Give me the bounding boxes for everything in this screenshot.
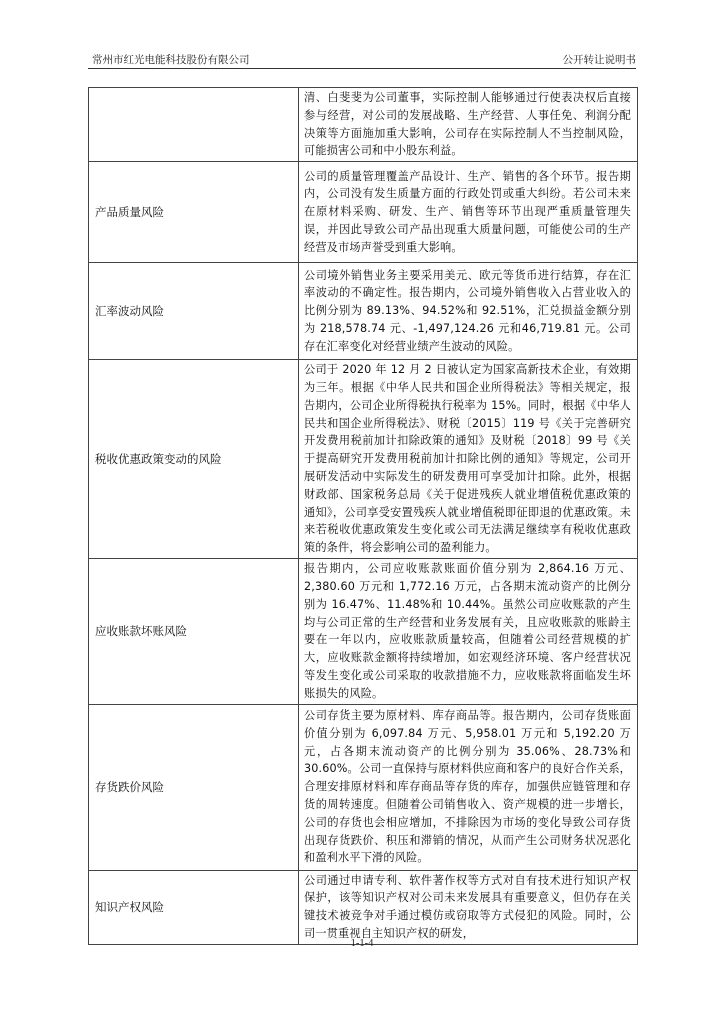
risk-description: 报告期内，公司应收账款账面价值分别为 2,864.16 万元、2,380.60 万元和 1,772.16 万元，占各期末流动资产的比例分别为 16.47%、11.48%和 10.44%。虽然公司应收账款的产生均与公司正常的生产经营和业务发展有关，且应收账款的账龄主要在一年以内，应收账款质量较高，但随着公司经营规模的扩大，应收账款金额将持续增加，如宏观经济环境、客户经营状况等发生变化或公司采取的收款措施不力，应收账款将面临发生坏账损失的风险。 — [299, 559, 638, 704]
page-number: 1-1-4 — [350, 938, 374, 949]
risk-description: 公司境外销售业务主要采用美元、欧元等货币进行结算，存在汇率波动的不确定性。报告期内，公司境外销售收入占营业收入的比例分别为 89.13%、94.52%和 92.51%，汇兑损益金额分别为 218,578.74 元、-1,497,124.26 元和46,719.81 元。公司存在汇率变化对经营业绩产生波动的风险。 — [299, 263, 638, 360]
risk-name: 存货跌价风险 — [89, 704, 299, 870]
table-row — [89, 870, 638, 944]
header-document-type: 公开转让说明书 — [562, 54, 636, 66]
risk-name: 应收账款坏账风险 — [89, 559, 299, 704]
risk-name: 汇率波动风险 — [89, 263, 299, 360]
header-rule — [88, 68, 636, 69]
risk-description: 清、白斐斐为公司董事，实际控制人能够通过行使表决权后直接参与经营，对公司的发展战略、生产经营、人事任免、利润分配决策等方面施加重大影响，公司存在实际控制人不当控制风险，可能损害公司和中小股东利益。 — [299, 88, 638, 162]
risk-name: 税收优惠政策变动的风险 — [89, 360, 299, 559]
risk-description: 公司通过申请专利、软件著作权等方式对自有技术进行知识产权保护，该等知识产权对公司未来发展具有重要意义，但仍存在关键技术被竞争对手通过模仿或窃取等方式侵犯的风险。同时，公司一贯重视自主知识产权的研发， — [299, 870, 638, 944]
page-header — [88, 50, 636, 68]
risk-name: 产品质量风险 — [89, 162, 299, 263]
risk-description: 公司于 2020 年 12 月 2 日被认定为国家高新技术企业，有效期为三年。根据《中华人民共和国企业所得税法》等相关规定，报告期内，公司企业所得税执行税率为 15%。同时，根据《中华人民共和国企业所得税法》、财税〔2015〕119 号《关于完善研究开发费用税前加计扣除政策的通知》及财税〔2018〕99 号《关于提高研究开发费用税前加计扣除比例的通知》等规定，公司开展研发活动中实际发生的研发费用可享受加计扣除。此外，根据财政部、国家税务总局《关于促进残疾人就业增值税优惠政策的通知》，公司享受安置残疾人就业增值税即征即退的优惠政策。未来若税收优惠政策发生变化或公司无法满足继续享有税收优惠政策的条件，将会影响公司的盈利能力。 — [299, 360, 638, 559]
table-row — [89, 88, 638, 162]
table-row — [89, 162, 638, 263]
table-row — [89, 559, 638, 704]
risk-name: 知识产权风险 — [89, 870, 299, 944]
table-row — [89, 704, 638, 870]
risk-description: 公司存货主要为原材料、库存商品等。报告期内，公司存货账面价值分别为 6,097.84 万元、5,958.01 万元和 5,192.20 万元，占各期末流动资产的比例分别为 35.06%、28.73%和 30.60%。公司一直保持与原材料供应商和客户的良好合作关系，合理安排原材料和库存商品等存货的库存，加强供应链管理和存货的周转速度。但随着公司销售收入、资产规模的进一步增长，公司的存货也会相应增加，不排除因为市场的变化导致公司存货出现存货跌价、积压和滞销的情况，从而产生公司财务状况恶化和盈利水平下滑的风险。 — [299, 704, 638, 870]
risk-table — [88, 87, 638, 945]
risk-name — [89, 88, 299, 162]
header-company-name: 常州市红光电能科技股份有限公司 — [92, 54, 250, 66]
risk-description: 公司的质量管理覆盖产品设计、生产、销售的各个环节。报告期内，公司没有发生质量方面的行政处罚或重大纠纷。若公司未来在原材料采购、研发、生产、销售等环节出现严重质量管理失误，并因此导致公司产品出现重大质量问题，可能使公司的生产经营及市场声誉受到重大影响。 — [299, 162, 638, 263]
table-row — [89, 360, 638, 559]
table-row — [89, 263, 638, 360]
